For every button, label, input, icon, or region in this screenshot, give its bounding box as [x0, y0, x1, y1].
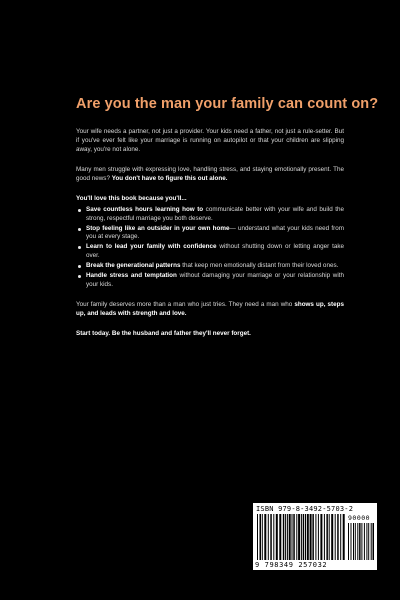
- barcode-bar: [268, 514, 269, 560]
- barcode-bar: [276, 514, 278, 560]
- barcode-bar: [351, 523, 352, 560]
- barcode-bar: [298, 514, 300, 560]
- isbn-barcode: [253, 503, 377, 570]
- barcode-bar: [324, 514, 325, 560]
- benefit-bold: Stop feeling like an outsider in your own home: [86, 224, 230, 232]
- barcode-bar: [331, 514, 333, 560]
- barcode-bar: [305, 514, 306, 560]
- benefit-text: — understand what your kids need from you at every stage.: [86, 224, 344, 241]
- barcode-bar: [368, 523, 369, 560]
- barcode-bar: [315, 514, 316, 560]
- struggle-paragraph: [76, 166, 344, 184]
- barcode-bar: [337, 514, 339, 560]
- barcode-bar: [285, 514, 286, 560]
- addon-number: 90000: [348, 514, 371, 522]
- barcode-bar: [289, 514, 291, 560]
- barcode-bar: [371, 523, 372, 560]
- benefit-bold: Handle stress and temptation: [86, 272, 177, 280]
- barcode-bar: [329, 514, 330, 560]
- closing-paragraph: [76, 301, 344, 319]
- barcode-bar: [287, 514, 288, 560]
- barcode-bar: [260, 514, 262, 560]
- barcode-bar: [340, 514, 341, 560]
- barcode-bar: [312, 514, 314, 560]
- bullets-lead: You'll love this book because you'll...: [76, 194, 187, 202]
- barcode-bar: [348, 523, 349, 560]
- barcode-bar: [279, 514, 281, 560]
- barcode-bar: [283, 514, 285, 560]
- benefit-bold: Save countless hours learning how to: [86, 205, 204, 213]
- benefit-bold: Learn to lead your family with confidence: [86, 243, 217, 251]
- call-to-action: Start today. Be the husband and father they'll never forget.: [76, 329, 251, 337]
- benefit-item: [86, 262, 344, 271]
- barcode-bar: [273, 514, 274, 560]
- closing-emphasis: shows up, steps up, and leads with strength and love.: [76, 301, 344, 317]
- benefit-item: [86, 206, 344, 224]
- benefit-list: [76, 206, 344, 290]
- benefit-bold: Break the generational patterns: [86, 262, 181, 270]
- ean-number: 9 798349 257032: [255, 561, 328, 569]
- barcode-bar: [343, 514, 345, 560]
- barcode-bar: [366, 523, 367, 560]
- ean-barcode-bars: [257, 514, 345, 560]
- benefit-text: without damaging your marriage or your relationship with your kids.: [86, 272, 344, 289]
- barcode-bar: [361, 523, 362, 560]
- barcode-bar: [270, 514, 272, 560]
- barcode-bar: [353, 523, 354, 560]
- barcode-bar: [262, 514, 263, 560]
- barcode-bar: [326, 514, 328, 560]
- barcode-bar: [264, 514, 266, 560]
- closing-text: Your family deserves more than a man who just tries. They need a man who: [76, 301, 295, 309]
- benefit-item: [86, 272, 344, 290]
- barcode-bar: [359, 523, 361, 560]
- addon-barcode-bars: [348, 523, 374, 560]
- benefit-item: [86, 243, 344, 261]
- barcode-bar: [257, 514, 258, 560]
- barcode-bar: [320, 514, 322, 560]
- barcode-bar: [364, 523, 365, 560]
- benefit-text: without shutting down or letting anger take over.: [86, 243, 344, 260]
- barcode-bar: [293, 514, 295, 560]
- barcode-bar: [355, 523, 356, 560]
- isbn-label: ISBN 979-8-3492-5703-2: [256, 505, 354, 513]
- barcode-bar: [357, 523, 358, 560]
- barcode-bar: [307, 514, 309, 560]
- barcode-bar: [318, 514, 319, 560]
- barcode-bar: [335, 514, 336, 560]
- struggle-text: Many men struggle with expressing love, handling stress, and staying emotionally present. The good news?: [76, 165, 344, 182]
- benefit-item: [86, 225, 344, 243]
- barcode-bar: [292, 514, 293, 560]
- barcode-bar: [310, 514, 312, 560]
- barcode-bar: [373, 523, 375, 560]
- benefit-text: that keep men emotionally distant from their loved ones.: [180, 262, 339, 270]
- intro-paragraph: Your wife needs a partner, not just a provider. Your kids need a father, not just a rule-setter. But if you've ever felt like your marriage is running on autopilot or that your children are slipping away, you're not alone.: [76, 128, 344, 153]
- headline: Are you the man your family can count on?: [76, 96, 379, 112]
- struggle-emphasis: You don't have to figure this out alone.: [111, 174, 228, 182]
- barcode-bar: [303, 514, 305, 560]
- back-cover-copy: [76, 128, 344, 350]
- barcode-bar: [301, 514, 302, 560]
- barcode-bar: [296, 514, 297, 560]
- benefit-text: communicate better with your wife and build the strong, respectful marriage you both deserve.: [86, 205, 344, 222]
